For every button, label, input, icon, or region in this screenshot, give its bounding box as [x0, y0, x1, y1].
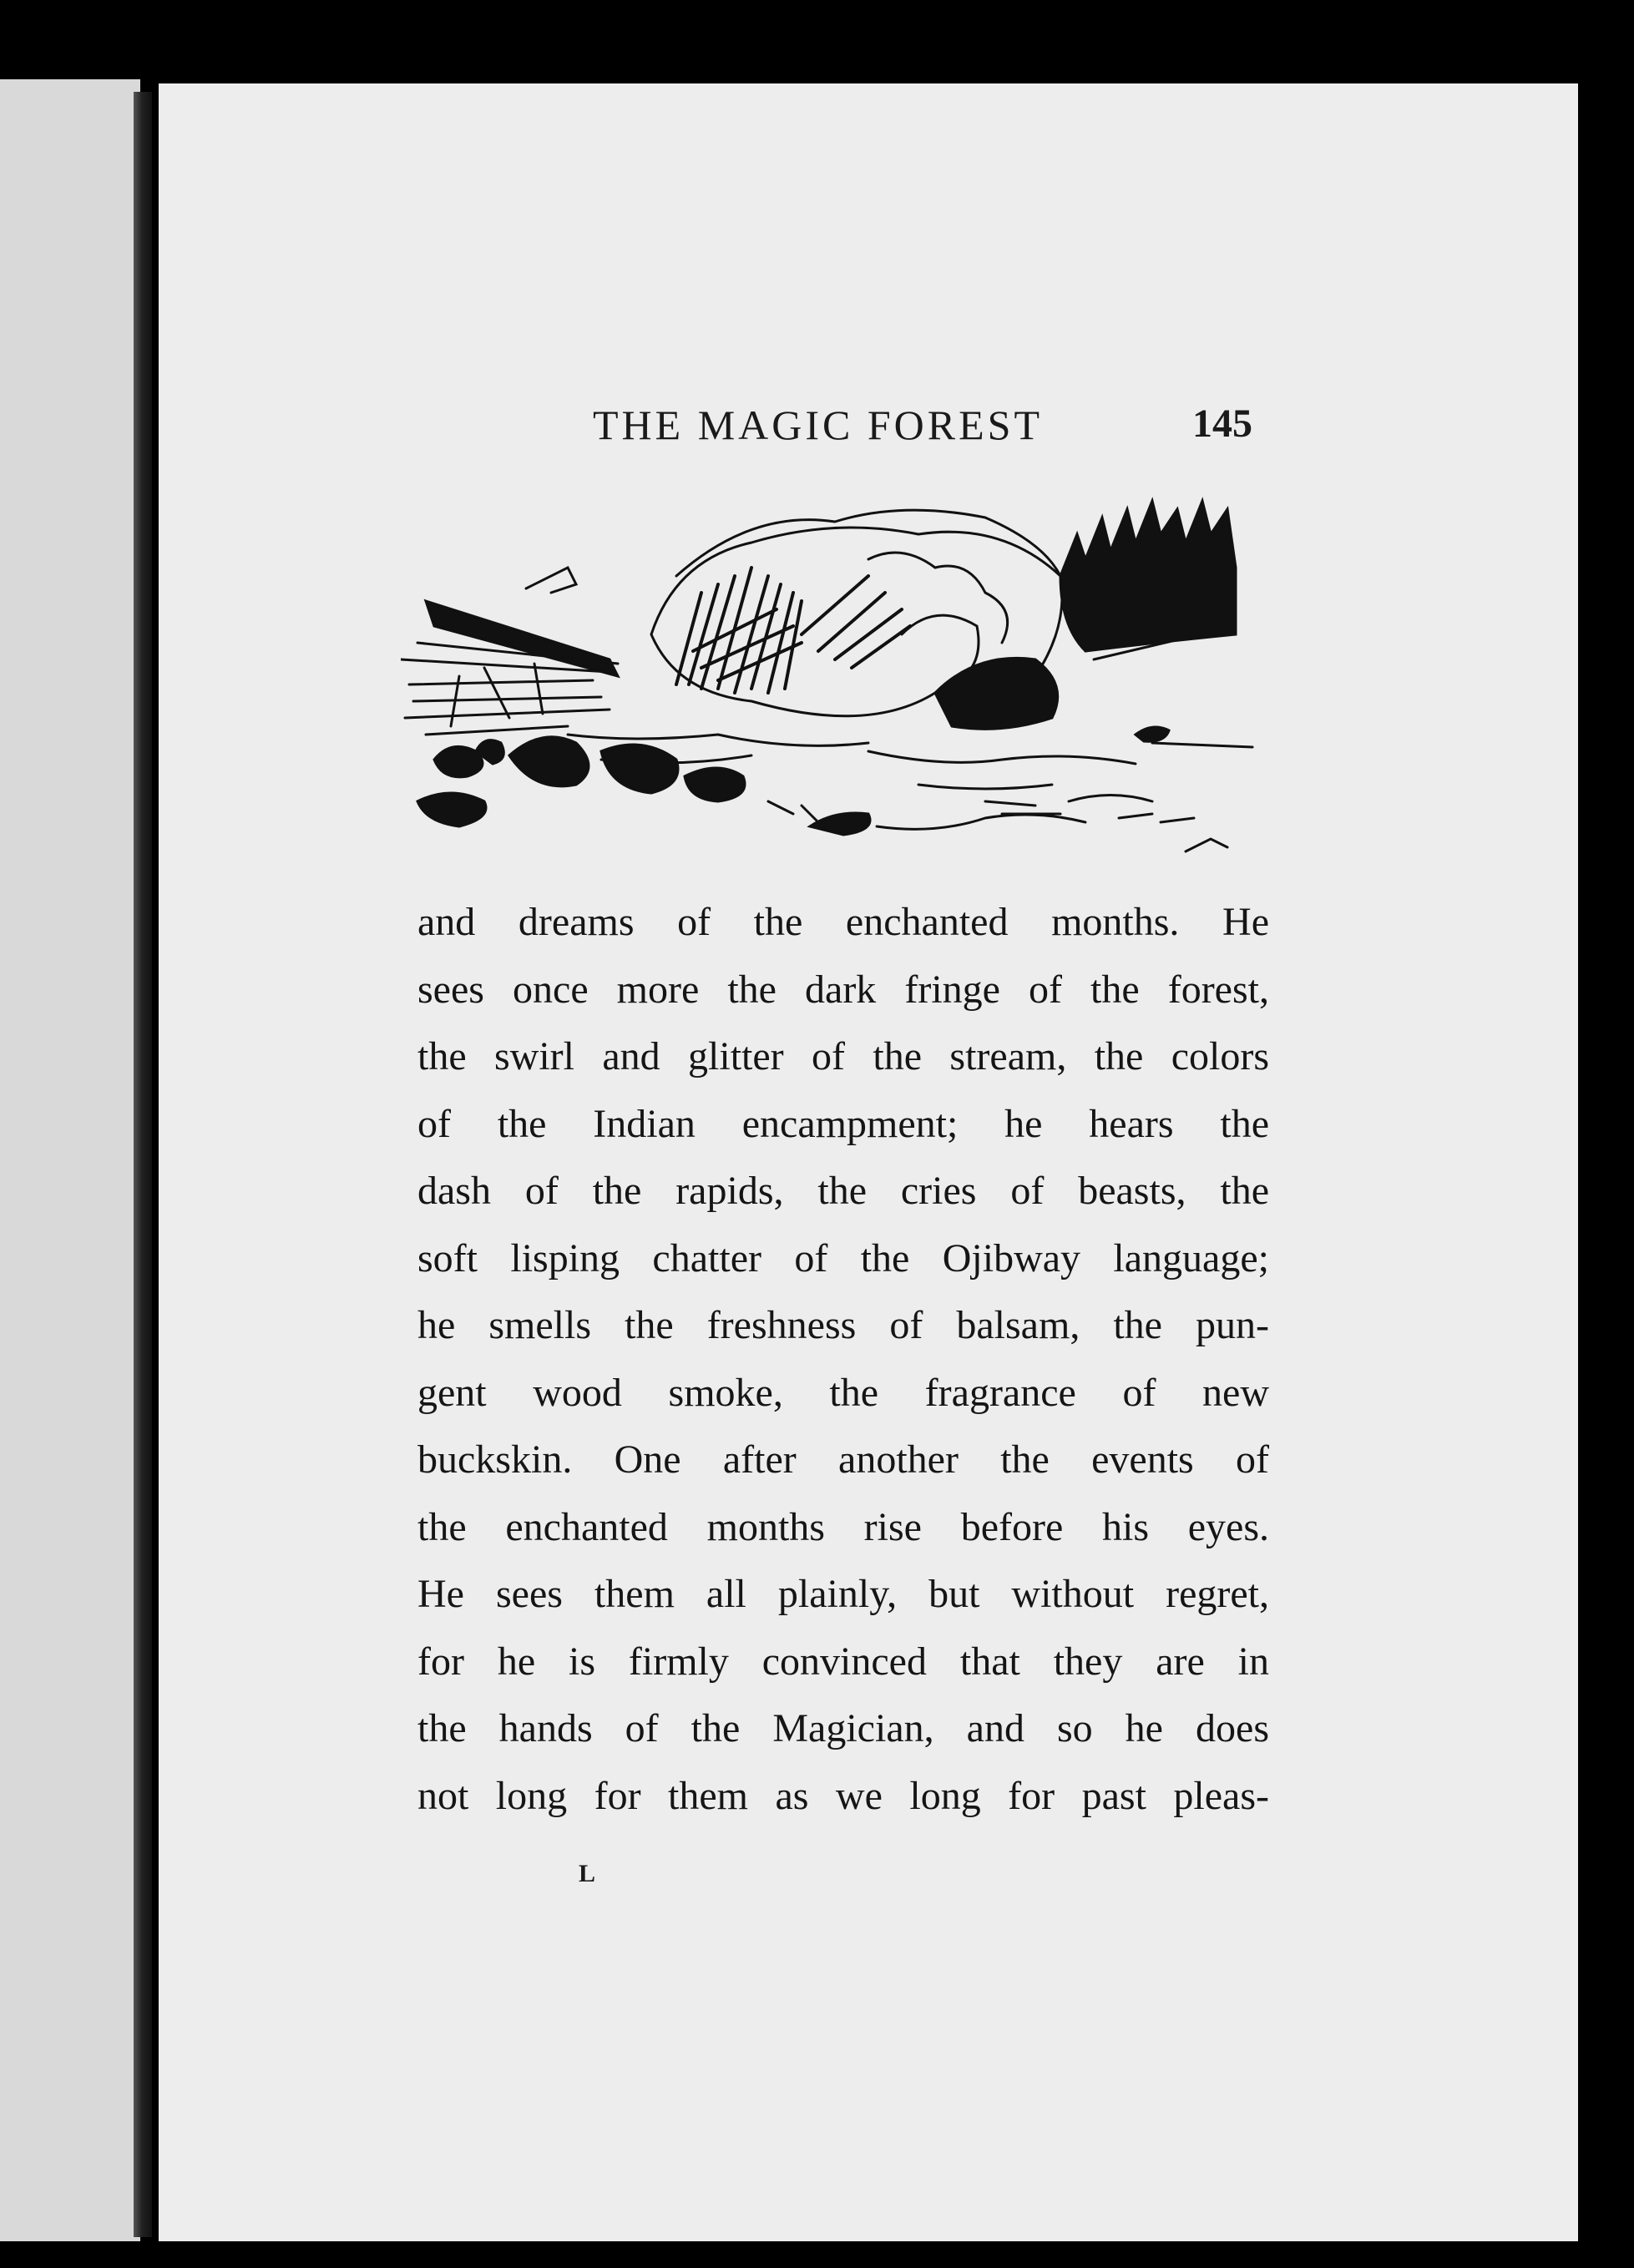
- text-line: not long for them as we long for past pleas-: [417, 1773, 1269, 1818]
- book-gutter: [134, 92, 152, 2237]
- page-deckle-edge: [1561, 83, 1578, 2241]
- body-text: [417, 889, 1269, 1830]
- text-line: he smells the freshness of balsam, the pun-: [417, 1303, 1269, 1347]
- text-line: buckskin. One after another the events of: [417, 1437, 1269, 1482]
- running-head: THE MAGIC FOREST: [593, 402, 1044, 448]
- signature-mark: L: [579, 1860, 596, 1887]
- text-line: for he is firmly convinced that they are in: [417, 1639, 1269, 1684]
- text-line: the enchanted months rise before his eyes.: [417, 1504, 1269, 1549]
- text-line: He sees them all plainly, but without regret,: [417, 1572, 1269, 1616]
- text-line: sees once more the dark fringe of the forest,: [417, 967, 1269, 1012]
- headpiece-illustration: [401, 484, 1277, 868]
- text-line: soft lisping chatter of the Ojibway language;: [417, 1235, 1269, 1280]
- facing-page-edge: [0, 79, 140, 2241]
- text-line: gent wood smoke, the fragrance of new: [417, 1370, 1269, 1415]
- text-line: the hands of the Magician, and so he does: [417, 1706, 1269, 1750]
- text-line: the swirl and glitter of the stream, the colors: [417, 1034, 1269, 1078]
- page-number: 145: [1192, 402, 1252, 446]
- text-line: and dreams of the enchanted months. He: [417, 900, 1269, 944]
- text-line: of the Indian encampment; he hears the: [417, 1101, 1269, 1146]
- text-line: dash of the rapids, the cries of beasts, the: [417, 1169, 1269, 1213]
